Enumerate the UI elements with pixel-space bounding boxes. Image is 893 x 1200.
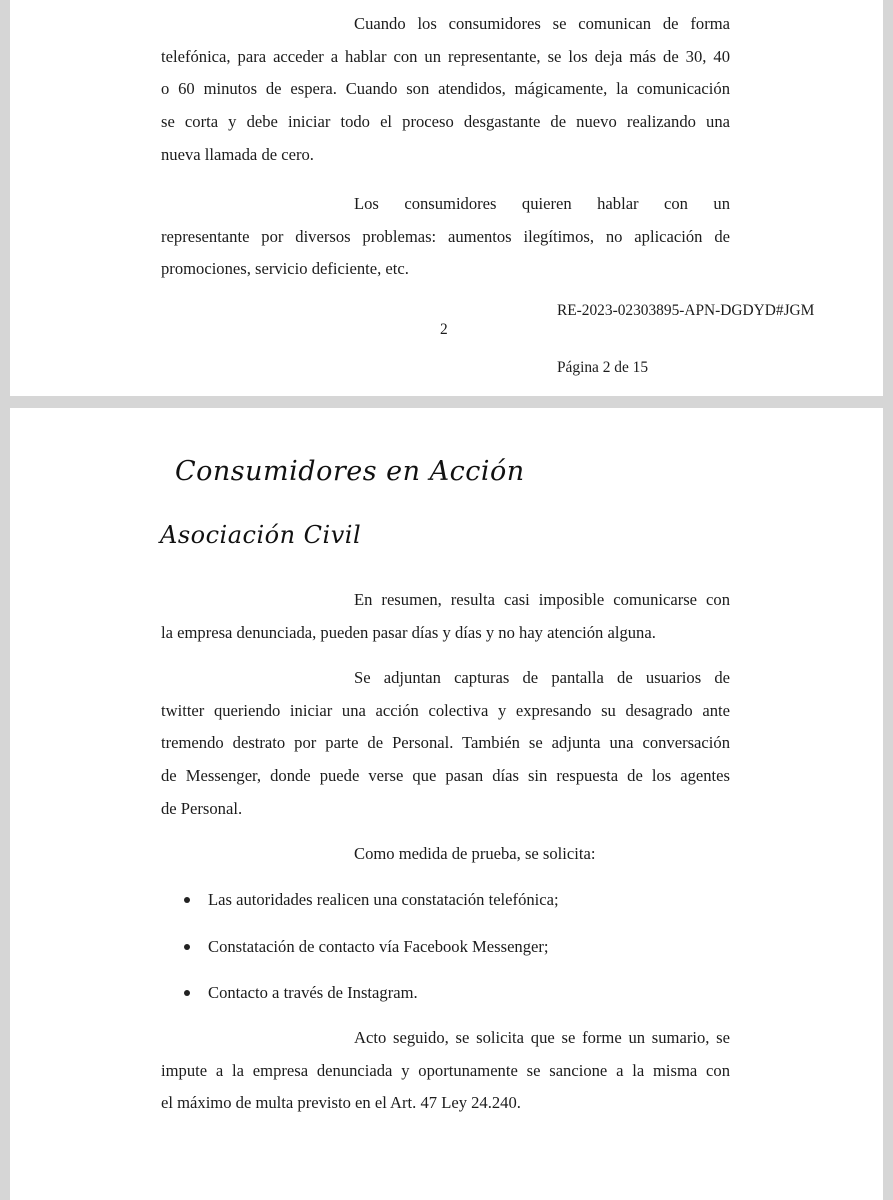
list-item — [161, 888, 730, 935]
list-item — [161, 981, 730, 1028]
text-line: el máximo de multa previsto en el Art. 47 Ley 24.240. — [161, 1093, 521, 1113]
text-line: se corta y debe iniciar todo el proceso desgastante de nuevo realizando una — [161, 112, 730, 132]
text-line: nueva llamada de cero. — [161, 144, 314, 164]
list-item-text: Constatación de contacto vía Facebook Messenger; — [208, 936, 549, 956]
paragraph-phone-wait — [161, 8, 730, 171]
text-line: o 60 minutos de espera. Cuando son atendidos, mágicamente, la comunicación — [161, 79, 730, 99]
paragraph-evidence-request — [161, 838, 730, 871]
text-line: promociones, servicio deficiente, etc. — [161, 259, 409, 279]
paragraph-summary — [161, 584, 730, 649]
letterhead-subtitle: Asociación Civil — [160, 521, 362, 549]
text-line: twitter queriendo iniciar una acción colectiva y expresando su desagrado ante — [161, 700, 730, 720]
page-count-label: Página 2 de 15 — [557, 359, 649, 376]
document-reference: RE-2023-02303895-APN-DGDYD#JGM — [557, 302, 815, 319]
paragraph-problems — [161, 188, 730, 286]
paragraph-closing — [161, 1022, 730, 1120]
list-item-text: Las autoridades realicen una constatación telefónica; — [208, 890, 559, 909]
text-line: Cuando los consumidores se comunican de forma — [354, 14, 730, 33]
text-line: Los consumidores quieren hablar con un — [354, 194, 730, 213]
document-page-3 — [10, 408, 883, 1200]
list-item-text: Contacto a través de Instagram. — [208, 983, 418, 1002]
text-line: Se adjuntan capturas de pantalla de usuarios de — [354, 668, 730, 687]
paragraph-attachments — [161, 662, 730, 825]
evidence-list — [161, 888, 730, 1028]
text-line: telefónica, para acceder a hablar con un representante, se los deja más de 30, 40 — [161, 46, 730, 66]
text-line: representante por diversos problemas: aumentos ilegítimos, no aplicación de — [161, 226, 730, 246]
text-line: En resumen, resulta casi imposible comunicarse con — [354, 590, 730, 609]
letterhead-name: Consumidores en Acción — [175, 456, 525, 487]
text-line: Como medida de prueba, se solicita: — [354, 844, 596, 863]
bullet-icon — [184, 990, 190, 996]
text-line: de Personal. — [161, 798, 243, 818]
text-line: Acto seguido, se solicita que se forme un sumario, se — [354, 1028, 730, 1047]
document-page-2 — [10, 0, 883, 396]
bullet-icon — [184, 944, 190, 950]
list-item — [161, 935, 730, 982]
bullet-icon — [184, 897, 190, 903]
text-line: de Messenger, donde puede verse que pasan días sin respuesta de los agentes — [161, 766, 730, 786]
text-line: tremendo destrato por parte de Personal. También se adjunta una conversación — [161, 733, 730, 753]
text-line: la empresa denunciada, pueden pasar días y días y no hay atención alguna. — [161, 622, 656, 642]
page-number: 2 — [440, 321, 448, 338]
text-line: impute a la empresa denunciada y oportunamente se sancione a la misma con — [161, 1060, 730, 1080]
